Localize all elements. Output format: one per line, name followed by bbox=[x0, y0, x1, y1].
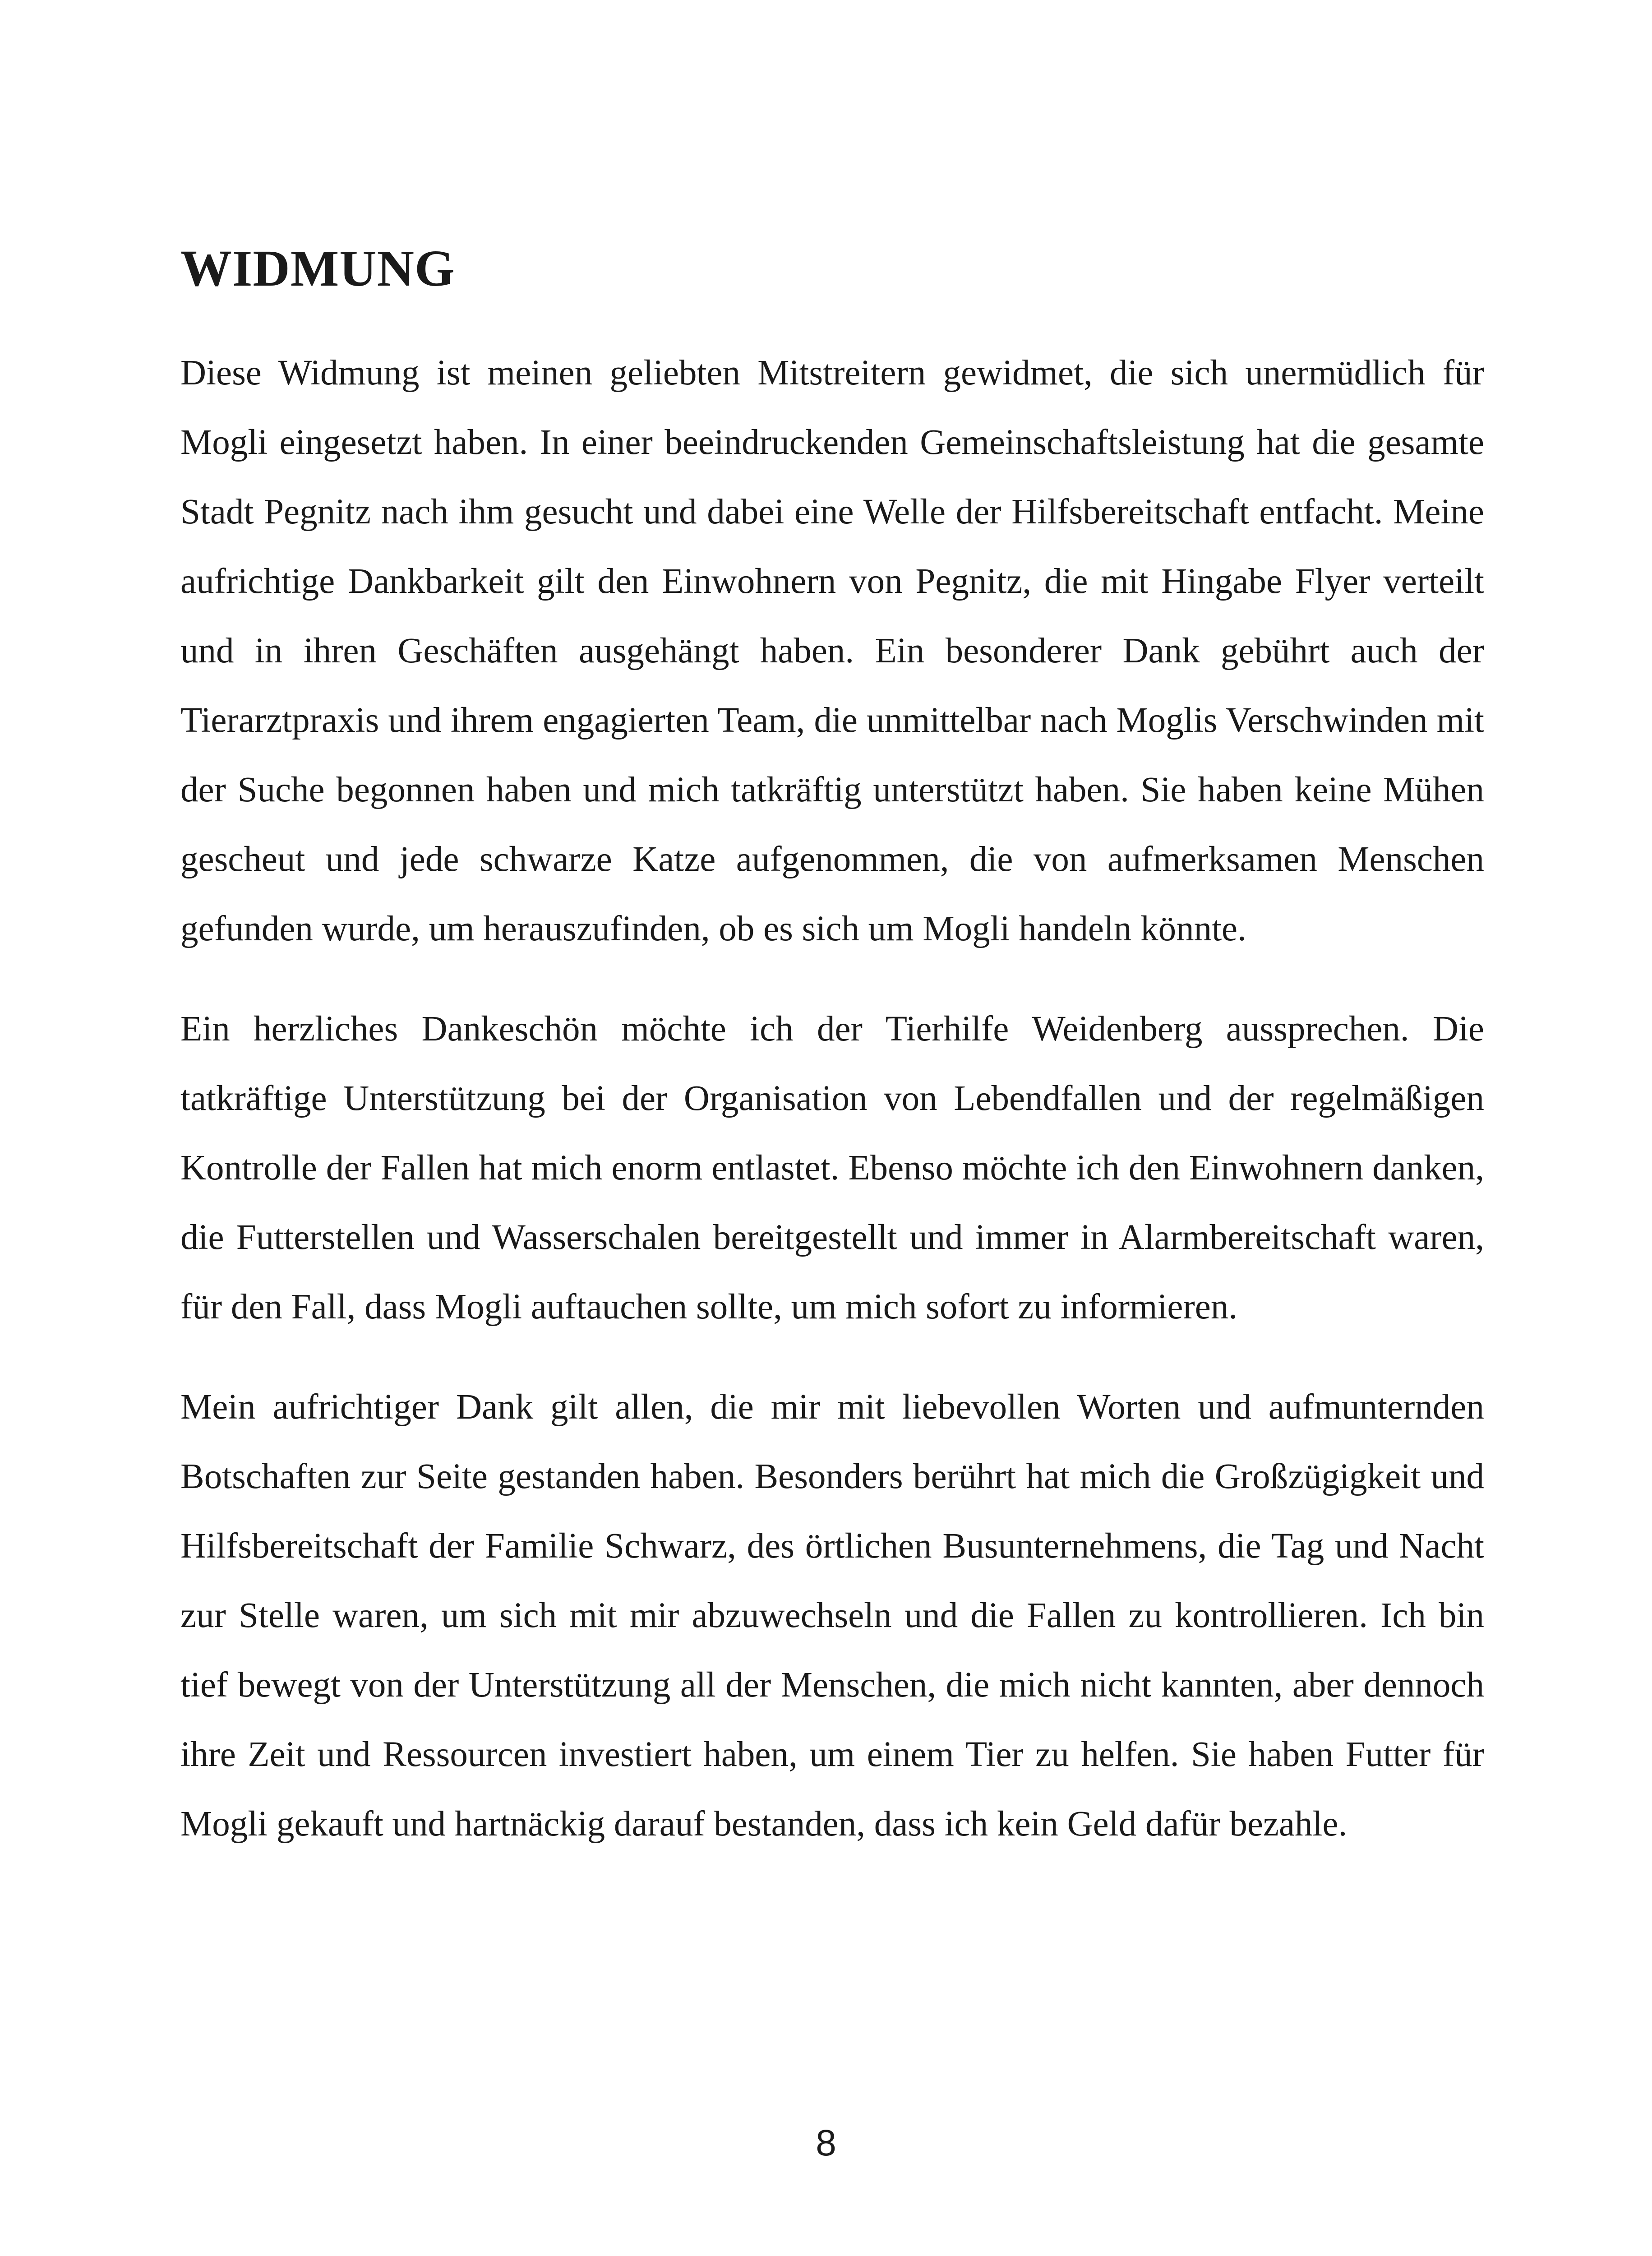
paragraph-2: Ein herzliches Dankeschön möchte ich der Tierhilfe Weidenberg aussprechen. Die tatkräftige Unterstützung bei der Organisation von Lebendfallen und der regelmäßigen Kontrolle der Fallen hat mich enorm entlastet. Ebenso möchte ich den Einwohnern danken, die Futterstellen und Wasserschalen bereitgestellt und immer in Alarmbereitschaft waren, für den Fall, dass Mogli auftauchen sollte, um mich sofort zu informieren. bbox=[180, 1009, 1484, 1327]
section-heading: WIDMUNG bbox=[180, 240, 455, 297]
page-number: 8 bbox=[816, 2122, 836, 2164]
paragraph-3: Mein aufrichtiger Dank gilt allen, die mir mit liebevollen Worten und aufmunternden Botschaften zur Seite gestanden haben. Besonders berührt hat mich die Großzügigkeit und Hilfsbereitschaft der Familie Schwarz, des örtlichen Busunternehmens, die Tag und Nacht zur Stelle waren, um sich mit mir abzuwechseln und die Fallen zu kontrollieren. Ich bin tief bewegt von der Unterstützung all der Menschen, die mich nicht kannten, aber dennoch ihre Zeit und Ressourcen investiert haben, um einem Tier zu helfen. Sie haben Futter für Mogli gekauft und hartnäckig darauf bestanden, dass ich kein Geld dafür bezahle. bbox=[180, 1387, 1484, 1844]
page-content bbox=[180, 235, 1484, 1859]
paragraph-1: Diese Widmung ist meinen geliebten Mitstreitern gewidmet, die sich unermüdlich für Mogli eingesetzt haben. In einer beeindruckenden Gemeinschaftsleistung hat die gesamte Stadt Pegnitz nach ihm gesucht und dabei eine Welle der Hilfsbereitschaft entfacht. Meine aufrichtige Dankbarkeit gilt den Einwohnern von Pegnitz, die mit Hingabe Flyer verteilt und in ihren Geschäften ausgehängt haben. Ein besonderer Dank gebührt auch der Tierarztpraxis und ihrem engagierten Team, die unmittelbar nach Moglis Verschwinden mit der Suche begonnen haben und mich tatkräftig unterstützt haben. Sie haben keine Mühen gescheut und jede schwarze Katze aufgenommen, die von aufmerksamen Menschen gefunden wurde, um herauszufinden, ob es sich um Mogli handeln könnte. bbox=[180, 353, 1484, 948]
